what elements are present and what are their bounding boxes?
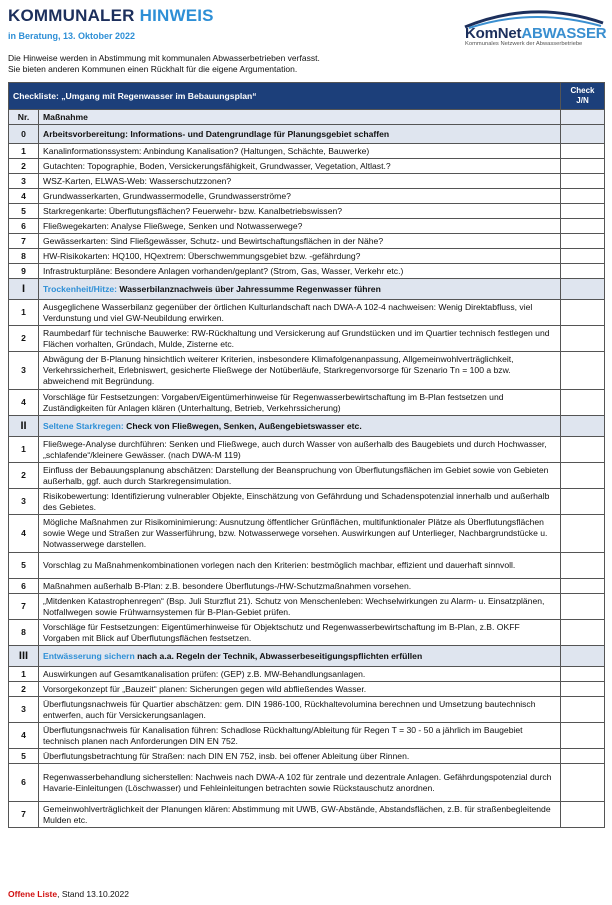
check-cell[interactable] <box>561 352 605 390</box>
footer-date: , Stand 13.10.2022 <box>57 889 129 899</box>
row-number: 4 <box>9 390 39 416</box>
row-text: Überflutungsnachweis für Kanalisation führen: Schadlose Rückhaltung/Ableitung für Regen T = 30 - 50 a jährlich im Baugebiet technisch planen nach Anforderungen DIN EN 752. <box>39 723 561 749</box>
row-text: Mögliche Maßnahmen zur Risikominimierung: Ausnutzung öffentlicher Grünflächen, multifunktionaler Plätze als Überflutungsflächen sowie Wege und Straßen zur Wasserführung, bzw. Notwasserwege vorsehen. Auswirkungen auf Unterlieger, Nachbargrundstücke u. Notwasserwege darstellen. <box>39 515 561 553</box>
row-text: Einfluss der Bebauungsplanung abschätzen: Darstellung der Beanspruchung von Überflutungsflächen im Gebiet sowie von Gebieten außerhalb, ggf. auch durch Starkregensimulation. <box>39 463 561 489</box>
section-accent: Entwässerung sichern <box>43 650 135 661</box>
check-cell[interactable] <box>561 489 605 515</box>
document-title <box>8 6 214 26</box>
section-number: III <box>9 646 39 667</box>
section-title-cell <box>39 416 561 437</box>
table-title: Checkliste: „Umgang mit Regenwasser im Bebauungsplan“ <box>9 83 561 110</box>
row-number: 5 <box>9 749 39 764</box>
check-cell[interactable] <box>561 159 605 174</box>
row-text: Infrastrukturpläne: Besondere Anlagen vorhanden/geplant? (Strom, Gas, Wasser, Verkehr etc.) <box>39 264 561 279</box>
row-number: 6 <box>9 579 39 594</box>
section-accent: Trockenheit/Hitze: <box>43 283 118 294</box>
check-cell[interactable] <box>561 204 605 219</box>
table-row <box>9 697 605 723</box>
table-row <box>9 390 605 416</box>
row-text: Vorsorgekonzept für „Bauzeit“ planen: Sicherungen gegen wild abfließendes Wasser. <box>39 682 561 697</box>
row-text: „Mitdenken Katastrophenregen“ (Bsp. Juli Sturzflut 21). Schutz von Menschenleben: Wechselwirkungen zu Alarm- u. Einsatzplänen, Notfallwegen sowie Frühwarnsystemen für B-Plan-Gebiet prüfen. <box>39 594 561 620</box>
row-number: 2 <box>9 463 39 489</box>
check-cell[interactable] <box>561 723 605 749</box>
row-text: Gemeinwohlverträglichkeit der Planungen klären: Abstimmung mit UWB, GW-Abstände, Abstandsflächen, z.B. für straßenbegleitende Mulden etc. <box>39 802 561 828</box>
row-number: 7 <box>9 802 39 828</box>
table-row <box>9 749 605 764</box>
intro-line-1: Die Hinweise werden in Abstimmung mit kommunalen Abwasserbetrieben verfasst. <box>8 53 320 63</box>
table-row <box>9 802 605 828</box>
row-text: Regenwasserbehandlung sicherstellen: Nachweis nach DWA-A 102 für zentrale und dezentrale Anlagen. Gefährdungspotenzial durch Havarie-Einleitungen (Löschwasser) und Fehleinleitungen betrachten sowie Rückstauschutz anordnen. <box>39 764 561 802</box>
table-row <box>9 437 605 463</box>
section-title: nach a.a. Regeln der Technik, Abwasserbeseitigungspflichten erfüllen <box>137 650 423 661</box>
logo-wordmark <box>465 25 606 42</box>
check-cell[interactable] <box>561 390 605 416</box>
row-number: 1 <box>9 437 39 463</box>
check-cell[interactable] <box>561 189 605 204</box>
row-number: 9 <box>9 264 39 279</box>
row-number: 3 <box>9 352 39 390</box>
row-number: 5 <box>9 204 39 219</box>
logo-word-2: ABWASSER <box>521 25 607 42</box>
table-row <box>9 515 605 553</box>
table-row <box>9 326 605 352</box>
section-number: 0 <box>9 125 39 144</box>
row-text: WSZ-Karten, ELWAS-Web: Wasserschutzzonen? <box>39 174 561 189</box>
section-number: I <box>9 279 39 300</box>
column-header-row <box>9 110 605 125</box>
check-cell[interactable] <box>561 667 605 682</box>
check-cell[interactable] <box>561 463 605 489</box>
row-text: Starkregenkarte: Überflutungsflächen? Feuerwehr- bzw. Kanalbetriebswissen? <box>39 204 561 219</box>
check-cell[interactable] <box>561 579 605 594</box>
table-row <box>9 189 605 204</box>
table-row <box>9 234 605 249</box>
check-cell[interactable] <box>561 219 605 234</box>
table-row <box>9 553 605 579</box>
row-text: Raumbedarf für technische Bauwerke: RW-Rückhaltung und Versickerung auf Grundstücken und im Quartier technisch festlegen und Flächen vorhalten, Gründach, Mulde, Zisterne etc. <box>39 326 561 352</box>
komnet-logo <box>463 7 605 51</box>
table-row <box>9 159 605 174</box>
table-row <box>9 579 605 594</box>
row-number: 6 <box>9 764 39 802</box>
row-text: Kanalinformationssystem: Anbindung Kanalisation? (Haltungen, Schächte, Bauwerke) <box>39 144 561 159</box>
check-column-header: Check J/N <box>561 83 605 110</box>
section-title: Arbeitsvorbereitung: Informations- und Datengrundlage für Planungsgebiet schaffen <box>39 125 561 144</box>
section-number: II <box>9 416 39 437</box>
check-cell[interactable] <box>561 249 605 264</box>
row-number: 5 <box>9 553 39 579</box>
row-number: 7 <box>9 594 39 620</box>
section-accent: Seltene Starkregen: <box>43 420 124 431</box>
footer <box>8 889 129 899</box>
section-3-header <box>9 646 605 667</box>
table-row <box>9 723 605 749</box>
table-row <box>9 764 605 802</box>
check-cell[interactable] <box>561 515 605 553</box>
check-cell[interactable] <box>561 174 605 189</box>
section-1-header <box>9 279 605 300</box>
row-number: 3 <box>9 697 39 723</box>
row-text: Maßnahmen außerhalb B-Plan: z.B. besondere Überflutungs-/HW-Schutzmaßnahmen vorsehen. <box>39 579 561 594</box>
row-text: Überflutungsbetrachtung für Straßen: nach DIN EN 752, insb. bei offener Ableitung über Rinnen. <box>39 749 561 764</box>
check-cell[interactable] <box>561 264 605 279</box>
row-text: Fließwege-Analyse durchführen: Senken und Fließwege, auch durch Wasser von außerhalb des Baugebiets und durch Hochwasser, „schlafende“/kleinere Gewässer. (nach DWA-M 119) <box>39 437 561 463</box>
row-text: Überflutungsnachweis für Quartier abschätzen: gem. DIN 1986-100, Rückhaltevolumina berechnen und Umsetzung bautechnisch entwerfen, auch für Versickerungsanlagen. <box>39 697 561 723</box>
table-row <box>9 594 605 620</box>
table-row <box>9 489 605 515</box>
row-text: Risikobewertung: Identifizierung vulnerabler Objekte, Einschätzung von Gefährdung und Schadenspotenzial innerhalb und außerhalb des Gebietes. <box>39 489 561 515</box>
table-row <box>9 144 605 159</box>
measure-column-header: Maßnahme <box>39 110 561 125</box>
table-row <box>9 174 605 189</box>
document-subtitle: in Beratung, 13. Oktober 2022 <box>8 31 136 41</box>
footer-status: Offene Liste <box>8 889 58 899</box>
title-part-1: KOMMUNALER <box>8 6 135 25</box>
row-number: 3 <box>9 174 39 189</box>
row-number: 6 <box>9 219 39 234</box>
table-row <box>9 249 605 264</box>
check-cell[interactable] <box>561 234 605 249</box>
table-title-row <box>9 83 605 110</box>
check-cell[interactable] <box>561 437 605 463</box>
row-number: 2 <box>9 326 39 352</box>
row-text: Grundwasserkarten, Grundwassermodelle, Grundwasserströme? <box>39 189 561 204</box>
table-row <box>9 667 605 682</box>
row-text: Vorschläge für Festsetzungen: Eigentümerhinweise für Objektschutz und Regenwasserbewirtschaftung im B-Plan, z.B. OKFF Vorgaben mit Blick auf Überflutungsflächen festsetzen. <box>39 620 561 646</box>
row-number: 4 <box>9 515 39 553</box>
row-number: 4 <box>9 189 39 204</box>
checklist-table <box>8 82 605 828</box>
row-number: 7 <box>9 234 39 249</box>
row-number: 2 <box>9 682 39 697</box>
section-title: Wasserbilanznachweis über Jahressumme Regenwasser führen <box>119 283 381 294</box>
section-2-header <box>9 416 605 437</box>
row-number: 4 <box>9 723 39 749</box>
table-row <box>9 463 605 489</box>
row-number: 1 <box>9 300 39 326</box>
table-row <box>9 682 605 697</box>
row-number: 1 <box>9 144 39 159</box>
check-cell[interactable] <box>561 300 605 326</box>
check-cell[interactable] <box>561 144 605 159</box>
row-text: Gutachten: Topographie, Boden, Versickerungsfähigkeit, Grundwasser, Vegetation, Altlast.? <box>39 159 561 174</box>
check-cell[interactable] <box>561 764 605 802</box>
check-cell[interactable] <box>561 802 605 828</box>
check-cell[interactable] <box>561 697 605 723</box>
check-cell[interactable] <box>561 594 605 620</box>
section-title-cell <box>39 279 561 300</box>
row-number: 8 <box>9 249 39 264</box>
intro-line-2: Sie bieten anderen Kommunen einen Rückhalt für die eigene Argumentation. <box>8 64 298 74</box>
table-row <box>9 264 605 279</box>
table-row <box>9 204 605 219</box>
check-cell[interactable] <box>561 749 605 764</box>
table-row <box>9 219 605 234</box>
check-cell[interactable] <box>561 620 605 646</box>
section-title: Check von Fließwegen, Senken, Außengebietswasser etc. <box>126 420 362 431</box>
logo-tagline: Kommunales Netzwerk der Abwasserbetriebe <box>465 41 583 47</box>
row-number: 1 <box>9 667 39 682</box>
row-text: HW-Risikokarten: HQ100, HQextrem: Überschwemmungsgebiet bzw. -gefährdung? <box>39 249 561 264</box>
row-text: Vorschlag zu Maßnahmenkombinationen vorlegen nach den Kriterien: bestmöglich machbar, effizient und dauerhaft sinnvoll. <box>39 553 561 579</box>
table-row <box>9 300 605 326</box>
section-title-cell <box>39 646 561 667</box>
row-number: 2 <box>9 159 39 174</box>
check-cell[interactable] <box>561 646 605 667</box>
check-cell[interactable] <box>561 416 605 437</box>
row-text: Abwägung der B-Planung hinsichtlich weiterer Kriterien, insbesondere Klimafolgenanpassung, Allgemeinwohlverträglichkeit, Verkehrssicherheit, Erlebniswert, gesicherte Fließwege der Notüberläufe, Starkregenvorsorge für Szenario Tn = 100 a bzw. abweichend mit Begründung. <box>39 352 561 390</box>
check-cell[interactable] <box>561 553 605 579</box>
row-text: Auswirkungen auf Gesamtkanalisation prüfen: (GEP) z.B. MW-Behandlungsanlagen. <box>39 667 561 682</box>
section-0-header <box>9 125 605 144</box>
row-text: Gewässerkarten: Sind Fließgewässer, Schutz- und Bewirtschaftungsflächen in der Nähe? <box>39 234 561 249</box>
row-number: 8 <box>9 620 39 646</box>
intro-text <box>8 53 320 75</box>
check-column-spacer <box>561 110 605 125</box>
table-row <box>9 352 605 390</box>
title-part-2: HINWEIS <box>139 6 214 25</box>
logo-word-1: KomNet <box>465 25 522 42</box>
row-text: Fließwegekarten: Analyse Fließwege, Senken und Notwasserwege? <box>39 219 561 234</box>
check-cell[interactable] <box>561 682 605 697</box>
row-text: Vorschläge für Festsetzungen: Vorgaben/Eigentümerhinweise für Regenwasserbewirtschaftung im B-Plan festsetzen und Zuständigkeiten für Anlagen klären (Unterhaltung, Betrieb, Verkehrssicherung) <box>39 390 561 416</box>
nr-column-header: Nr. <box>9 110 39 125</box>
table-row <box>9 620 605 646</box>
row-text: Ausgeglichene Wasserbilanz gegenüber der örtlichen Kulturlandschaft nach DWA-A 102-4 nachweisen: Wenig Direktabfluss, viel Verdunstung und viel GW-Neubildung erwirken. <box>39 300 561 326</box>
check-cell[interactable] <box>561 326 605 352</box>
row-number: 3 <box>9 489 39 515</box>
check-cell[interactable] <box>561 279 605 300</box>
check-cell[interactable] <box>561 125 605 144</box>
